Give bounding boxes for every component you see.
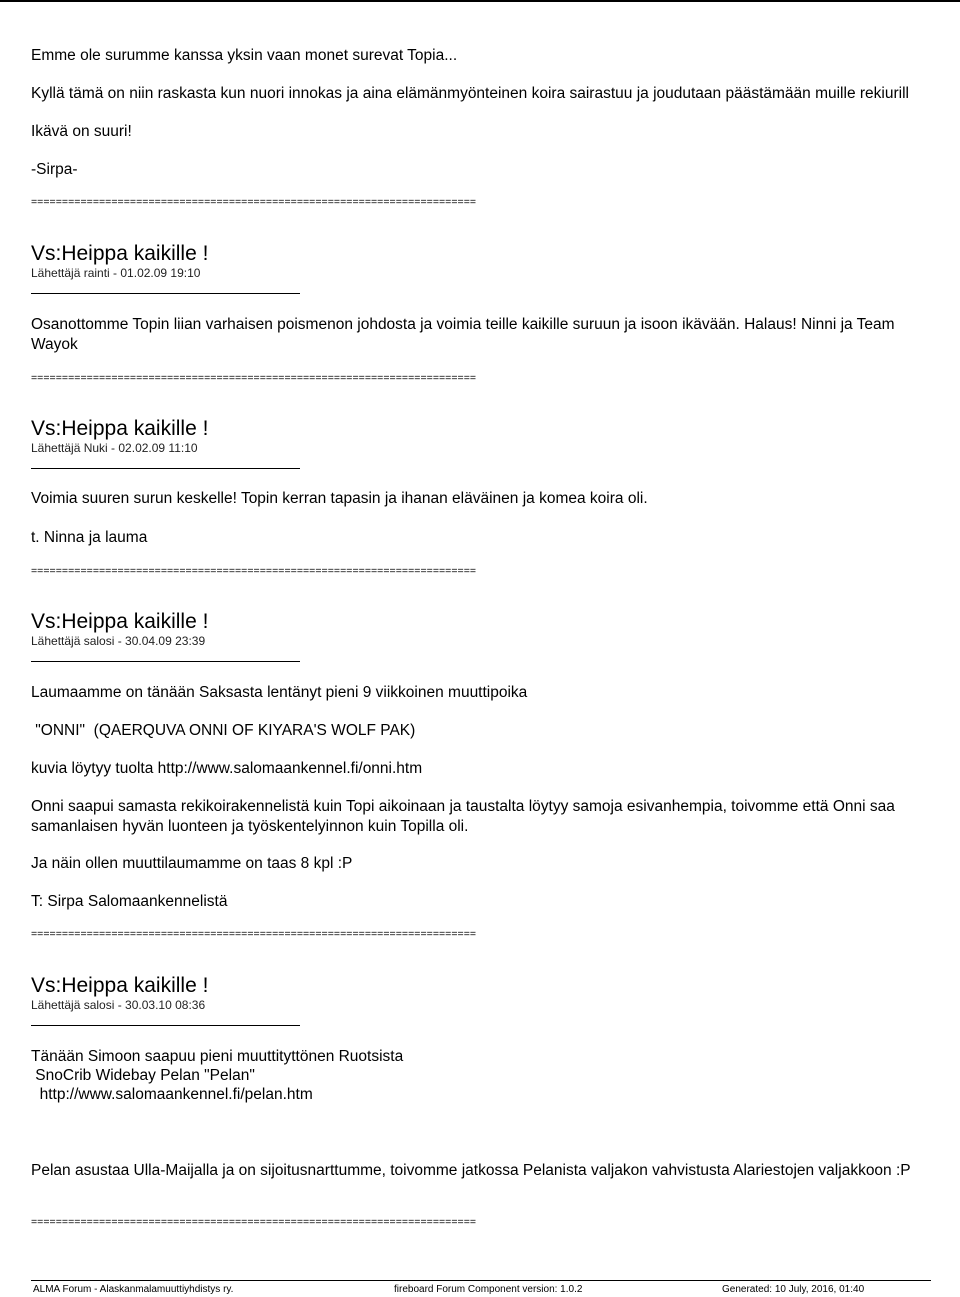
post-paragraph: SnoCrib Widebay Pelan "Pelan" bbox=[31, 1067, 255, 1084]
post-meta: Lähettäjä salosi - 30.03.10 08:36 bbox=[31, 998, 206, 1012]
post-divider bbox=[31, 1025, 300, 1026]
post-paragraph: Laumaamme on tänään Saksasta lentänyt pieni 9 viikkoinen muuttipoika bbox=[31, 684, 528, 701]
top-border bbox=[0, 0, 960, 2]
footer-component-version: fireboard Forum Component version: 1.0.2 bbox=[394, 1284, 583, 1295]
post-meta: Lähettäjä salosi - 30.04.09 23:39 bbox=[31, 634, 206, 648]
post-divider bbox=[31, 468, 300, 469]
post-paragraph: "ONNI" (QAERQUVA ONNI OF KIYARA'S WOLF PAK) bbox=[31, 722, 416, 739]
intro-line-2: Kyllä tämä on niin raskasta kun nuori innokas ja aina elämänmyönteinen koira sairastuu ja joudutaan päästämään muille rekiurill bbox=[31, 85, 909, 102]
separator: ======================================================================== bbox=[31, 928, 477, 940]
post-title: Vs:Heippa kaikille ! bbox=[31, 610, 209, 633]
post-divider bbox=[31, 661, 300, 662]
post-paragraph: Ja näin ollen muuttilaumamme on taas 8 kpl :P bbox=[31, 855, 353, 872]
post-title: Vs:Heippa kaikille ! bbox=[31, 242, 209, 265]
separator: ======================================================================== bbox=[31, 196, 477, 208]
footer-site-name: ALMA Forum - Alaskanmalamuuttiyhdistys ry. bbox=[33, 1284, 234, 1295]
post-paragraph-link[interactable]: kuvia löytyy tuolta http://www.salomaankennel.fi/onni.htm bbox=[31, 760, 423, 777]
post-title: Vs:Heippa kaikille ! bbox=[31, 417, 209, 440]
separator: ======================================================================== bbox=[31, 372, 477, 384]
footer-divider bbox=[31, 1280, 931, 1281]
post-paragraph: t. Ninna ja lauma bbox=[31, 529, 148, 546]
separator: ======================================================================== bbox=[31, 565, 477, 577]
footer-generated-date: Generated: 10 July, 2016, 01:40 bbox=[722, 1284, 865, 1295]
post-title: Vs:Heippa kaikille ! bbox=[31, 974, 209, 997]
post-meta: Lähettäjä Nuki - 02.02.09 11:10 bbox=[31, 441, 198, 455]
post-paragraph: Pelan asustaa Ulla-Maijalla ja on sijoitusnarttumme, toivomme jatkossa Pelanista valjakon vahvistusta Alariestojen valjakkoon :P bbox=[31, 1162, 911, 1179]
intro-line-3: Ikävä on suuri! bbox=[31, 123, 132, 140]
post-paragraph: Voimia suuren surun keskelle! Topin kerran tapasin ja ihanan eläväinen ja komea koira oli. bbox=[31, 490, 648, 507]
post-meta: Lähettäjä rainti - 01.02.09 19:10 bbox=[31, 266, 201, 280]
post-paragraph: Tänään Simoon saapuu pieni muuttityttönen Ruotsista bbox=[31, 1048, 404, 1065]
post-paragraph-link[interactable]: http://www.salomaankennel.fi/pelan.htm bbox=[31, 1086, 313, 1103]
post-paragraph: Osanottomme Topin liian varhaisen poismenon johdosta ja voimia teille kaikille suruun ja isoon ikävään. Halaus! Ninni ja Team Wayok bbox=[31, 316, 895, 353]
post-paragraph: Onni saapui samasta rekikoirakennelistä kuin Topi aikoinaan ja taustalta löytyy samoja esivanhempia, toivomme että Onni saa samanlaisen hyvän luonteen ja työskentelyinnon kuin Topilla oli. bbox=[31, 798, 895, 835]
separator: ======================================================================== bbox=[31, 1216, 477, 1228]
post-paragraph: T: Sirpa Salomaankennelistä bbox=[31, 893, 228, 910]
post-divider bbox=[31, 293, 300, 294]
intro-line-1: Emme ole surumme kanssa yksin vaan monet surevat Topia... bbox=[31, 47, 458, 64]
intro-signature: -Sirpa- bbox=[31, 161, 78, 178]
